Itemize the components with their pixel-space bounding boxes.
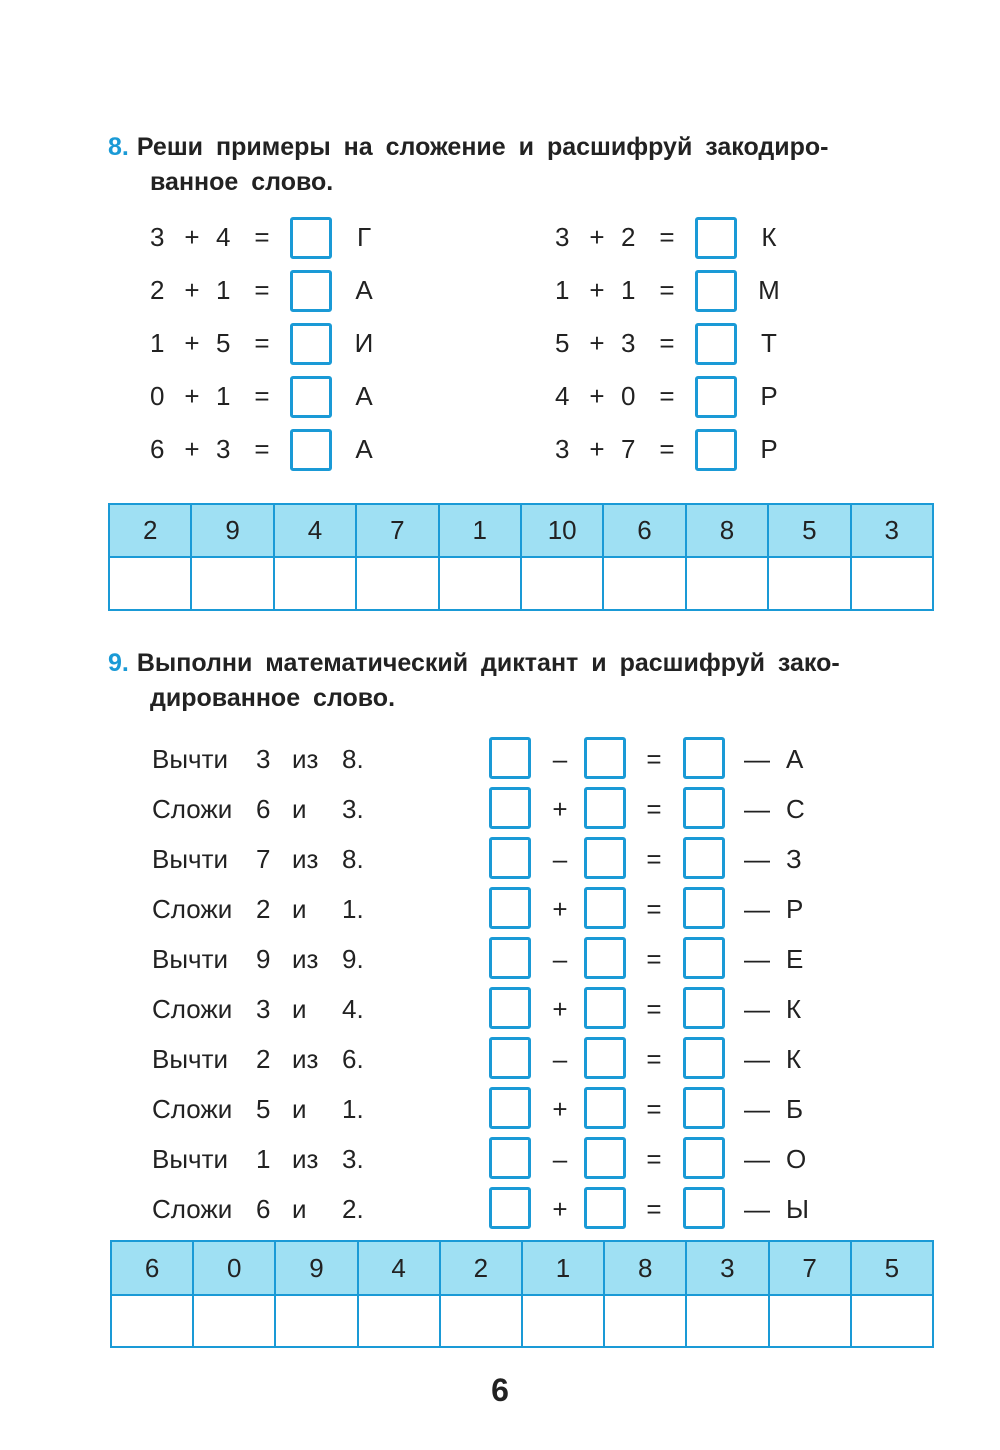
equals-sign: = — [646, 1144, 662, 1174]
answer-letter-cell[interactable] — [274, 557, 356, 610]
equation-row — [555, 429, 795, 469]
dash: — — [744, 1044, 770, 1074]
result-box[interactable] — [683, 787, 725, 829]
code-letter: Ы — [786, 1194, 810, 1224]
operation-sign: – — [552, 1144, 568, 1174]
instruction-verb: Сложи — [152, 1094, 233, 1124]
equals-sign: = — [646, 794, 662, 824]
answer-letter-cell[interactable] — [604, 1295, 686, 1347]
first-number-box[interactable] — [489, 1187, 531, 1229]
first-number-box[interactable] — [489, 837, 531, 879]
operand-a: 1 — [150, 328, 165, 358]
equation-row — [150, 217, 390, 257]
result-box[interactable] — [683, 837, 725, 879]
dash: — — [744, 744, 770, 774]
answer-box[interactable] — [290, 376, 332, 418]
plus-sign: + — [589, 222, 605, 252]
equals-sign: = — [646, 894, 662, 924]
dictation-row — [152, 1037, 852, 1081]
second-number-box[interactable] — [584, 1037, 626, 1079]
dash: — — [744, 844, 770, 874]
dictation-row — [152, 837, 852, 881]
number-y: 4. — [342, 994, 364, 1024]
equals-sign: = — [646, 944, 662, 974]
code-letter: А — [355, 275, 373, 305]
answer-letter-cell[interactable] — [109, 557, 191, 610]
answer-letter-cell[interactable] — [191, 557, 273, 610]
answer-letter-cell[interactable] — [356, 557, 438, 610]
plus-sign: + — [184, 275, 200, 305]
operand-b: 3 — [216, 434, 231, 464]
operand-a: 4 — [555, 381, 570, 411]
first-number-box[interactable] — [489, 937, 531, 979]
operation-sign: + — [552, 894, 568, 924]
code-number-cell: 2 — [109, 504, 191, 557]
dash: — — [744, 794, 770, 824]
instruction-verb: Сложи — [152, 1194, 233, 1224]
code-number-cell: 10 — [521, 504, 603, 557]
answer-box[interactable] — [695, 270, 737, 312]
answer-letter-cell[interactable] — [686, 1295, 768, 1347]
code-number-cell: 1 — [522, 1241, 604, 1295]
equals-sign: = — [659, 434, 675, 464]
result-box[interactable] — [683, 987, 725, 1029]
second-number-box[interactable] — [584, 837, 626, 879]
plus-sign: + — [589, 381, 605, 411]
answer-letter-cell[interactable] — [769, 1295, 851, 1347]
plus-sign: + — [184, 328, 200, 358]
dash: — — [744, 994, 770, 1024]
code-letter: К — [786, 994, 802, 1024]
answer-box[interactable] — [695, 376, 737, 418]
operation-sign: – — [552, 944, 568, 974]
dictation-row — [152, 1087, 852, 1131]
number-y: 9. — [342, 944, 364, 974]
code-number-cell: 5 — [768, 504, 850, 557]
second-number-box[interactable] — [584, 1087, 626, 1129]
number-y: 8. — [342, 844, 364, 874]
code-letter: М — [758, 275, 780, 305]
number-x: 5 — [256, 1094, 271, 1124]
instruction-conjunction: из — [292, 744, 319, 774]
code-number-cell: 3 — [851, 504, 933, 557]
dictation-row — [152, 887, 852, 931]
equation-row — [555, 217, 795, 257]
code-letter: Р — [760, 381, 778, 411]
operand-b: 1 — [621, 275, 636, 305]
answer-letter-cell[interactable] — [440, 1295, 522, 1347]
operand-b: 4 — [216, 222, 231, 252]
first-number-box[interactable] — [489, 1087, 531, 1129]
code-number-cell: 6 — [603, 504, 685, 557]
code-number-cell: 4 — [274, 504, 356, 557]
equation-row — [150, 323, 390, 363]
answer-letter-cell[interactable] — [439, 557, 521, 610]
code-letter: А — [355, 381, 373, 411]
dictation-row — [152, 1187, 852, 1231]
answer-letter-cell[interactable] — [193, 1295, 275, 1347]
second-number-box[interactable] — [584, 737, 626, 779]
second-number-box[interactable] — [584, 1187, 626, 1229]
code-number-cell: 9 — [275, 1241, 357, 1295]
answer-letter-cell[interactable] — [603, 557, 685, 610]
instruction-conjunction: и — [292, 1194, 307, 1224]
task-9-code-table — [110, 1240, 934, 1348]
equals-sign: = — [646, 744, 662, 774]
code-letter: К — [786, 1044, 802, 1074]
answer-box[interactable] — [290, 270, 332, 312]
operation-sign: – — [552, 1044, 568, 1074]
number-x: 9 — [256, 944, 271, 974]
operand-a: 1 — [555, 275, 570, 305]
instruction-verb: Вычти — [152, 1044, 229, 1074]
code-letter: Е — [786, 944, 804, 974]
equals-sign: = — [254, 381, 270, 411]
second-number-box[interactable] — [584, 987, 626, 1029]
number-x: 6 — [256, 794, 271, 824]
instruction-conjunction: и — [292, 894, 307, 924]
result-box[interactable] — [683, 1137, 725, 1179]
number-y: 2. — [342, 1194, 364, 1224]
first-number-box[interactable] — [489, 1137, 531, 1179]
result-box[interactable] — [683, 1187, 725, 1229]
equation-row — [555, 376, 795, 416]
code-number-cell: 6 — [111, 1241, 193, 1295]
second-number-box[interactable] — [584, 787, 626, 829]
code-letter: О — [786, 1144, 807, 1174]
first-number-box[interactable] — [489, 737, 531, 779]
code-letter: С — [786, 794, 805, 824]
equals-sign: = — [659, 275, 675, 305]
code-number-cell: 2 — [440, 1241, 522, 1295]
task-9-number: 9. — [108, 649, 129, 677]
result-box[interactable] — [683, 737, 725, 779]
task-8-title-line1: Реши примеры на сложение и расшифруй закодиро- — [136, 133, 829, 161]
dash: — — [744, 1144, 770, 1174]
operand-a: 0 — [150, 381, 165, 411]
operand-a: 5 — [555, 328, 570, 358]
code-number-cell: 4 — [358, 1241, 440, 1295]
operand-b: 0 — [621, 381, 636, 411]
equation-row — [555, 270, 795, 310]
code-letter: И — [354, 328, 374, 358]
operation-sign: + — [552, 1094, 568, 1124]
code-letter: З — [786, 844, 802, 874]
code-letter: Г — [356, 222, 372, 252]
code-letter: Б — [786, 1094, 804, 1124]
equals-sign: = — [646, 994, 662, 1024]
instruction-verb: Сложи — [152, 794, 233, 824]
number-x: 2 — [256, 894, 271, 924]
task-8-code-answers-row — [109, 557, 933, 610]
plus-sign: + — [184, 222, 200, 252]
operand-a: 3 — [555, 434, 570, 464]
dash: — — [744, 1094, 770, 1124]
answer-letter-cell[interactable] — [768, 557, 850, 610]
number-x: 3 — [256, 744, 271, 774]
code-letter: Р — [760, 434, 778, 464]
task-9-code-answers-row — [111, 1295, 933, 1347]
second-number-box[interactable] — [584, 1137, 626, 1179]
number-x: 3 — [256, 994, 271, 1024]
dictation-row — [152, 1137, 852, 1181]
operation-sign: – — [552, 744, 568, 774]
operand-a: 6 — [150, 434, 165, 464]
number-y: 6. — [342, 1044, 364, 1074]
number-x: 1 — [256, 1144, 271, 1174]
operand-b: 7 — [621, 434, 636, 464]
code-number-cell: 7 — [356, 504, 438, 557]
equals-sign: = — [646, 844, 662, 874]
operand-b: 2 — [621, 222, 636, 252]
task-9-title — [108, 646, 938, 716]
equals-sign: = — [646, 1094, 662, 1124]
number-y: 1. — [342, 894, 364, 924]
number-y: 1. — [342, 1094, 364, 1124]
code-letter: Т — [761, 328, 777, 358]
instruction-verb: Сложи — [152, 894, 233, 924]
operation-sign: + — [552, 994, 568, 1024]
number-y: 8. — [342, 744, 364, 774]
code-letter: К — [761, 222, 777, 252]
instruction-conjunction: и — [292, 994, 307, 1024]
code-number-cell: 5 — [851, 1241, 933, 1295]
answer-box[interactable] — [290, 217, 332, 259]
answer-box[interactable] — [695, 323, 737, 365]
dictation-row — [152, 937, 852, 981]
equals-sign: = — [254, 275, 270, 305]
code-letter: Р — [786, 894, 804, 924]
operand-b: 5 — [216, 328, 231, 358]
first-number-box[interactable] — [489, 787, 531, 829]
instruction-conjunction: из — [292, 1144, 319, 1174]
instruction-verb: Вычти — [152, 744, 229, 774]
operation-sign: + — [552, 794, 568, 824]
operation-sign: + — [552, 1194, 568, 1224]
instruction-conjunction: из — [292, 1044, 319, 1074]
equals-sign: = — [254, 434, 270, 464]
equation-row — [555, 323, 795, 363]
code-number-cell: 3 — [686, 1241, 768, 1295]
equals-sign: = — [659, 328, 675, 358]
task-9-title-line1: Выполни математический диктант и расшифруй зако- — [136, 649, 840, 677]
page-number: 6 — [491, 1372, 509, 1408]
answer-letter-cell[interactable] — [358, 1295, 440, 1347]
code-letter: А — [355, 434, 373, 464]
equation-row — [150, 429, 390, 469]
instruction-verb: Вычти — [152, 944, 229, 974]
first-number-box[interactable] — [489, 887, 531, 929]
dash: — — [744, 1194, 770, 1224]
answer-letter-cell[interactable] — [111, 1295, 193, 1347]
number-y: 3. — [342, 1144, 364, 1174]
plus-sign: + — [589, 328, 605, 358]
answer-letter-cell[interactable] — [521, 557, 603, 610]
dash: — — [744, 894, 770, 924]
task-8-number: 8. — [108, 133, 129, 161]
operand-b: 1 — [216, 275, 231, 305]
instruction-conjunction: и — [292, 1094, 307, 1124]
result-box[interactable] — [683, 887, 725, 929]
code-letter: А — [786, 744, 804, 774]
dictation-row — [152, 987, 852, 1031]
plus-sign: + — [589, 434, 605, 464]
equation-row — [150, 270, 390, 310]
code-number-cell: 7 — [769, 1241, 851, 1295]
code-number-cell: 0 — [193, 1241, 275, 1295]
code-number-cell: 1 — [439, 504, 521, 557]
answer-box[interactable] — [290, 323, 332, 365]
code-number-cell: 8 — [686, 504, 768, 557]
code-number-cell: 9 — [191, 504, 273, 557]
operand-a: 3 — [150, 222, 165, 252]
second-number-box[interactable] — [584, 887, 626, 929]
instruction-conjunction: из — [292, 944, 319, 974]
number-x: 6 — [256, 1194, 271, 1224]
instruction-verb: Сложи — [152, 994, 233, 1024]
equation-row — [150, 376, 390, 416]
number-x: 7 — [256, 844, 271, 874]
answer-letter-cell[interactable] — [686, 557, 768, 610]
answer-letter-cell[interactable] — [851, 1295, 933, 1347]
answer-box[interactable] — [290, 429, 332, 471]
number-y: 3. — [342, 794, 364, 824]
task-8-code-numbers-row — [109, 504, 933, 557]
instruction-conjunction: из — [292, 844, 319, 874]
result-box[interactable] — [683, 1037, 725, 1079]
equals-sign: = — [646, 1044, 662, 1074]
dash: — — [744, 944, 770, 974]
answer-letter-cell[interactable] — [851, 557, 933, 610]
first-number-box[interactable] — [489, 987, 531, 1029]
equals-sign: = — [254, 222, 270, 252]
answer-letter-cell[interactable] — [275, 1295, 357, 1347]
plus-sign: + — [589, 275, 605, 305]
result-box[interactable] — [683, 937, 725, 979]
code-number-cell: 8 — [604, 1241, 686, 1295]
number-x: 2 — [256, 1044, 271, 1074]
equals-sign: = — [659, 222, 675, 252]
operation-sign: – — [552, 844, 568, 874]
dictation-row — [152, 737, 852, 781]
answer-box[interactable] — [695, 217, 737, 259]
equals-sign: = — [659, 381, 675, 411]
instruction-verb: Вычти — [152, 1144, 229, 1174]
answer-letter-cell[interactable] — [522, 1295, 604, 1347]
operand-a: 2 — [150, 275, 165, 305]
task-8-title-line2: ванное слово. — [150, 168, 334, 196]
equals-sign: = — [646, 1194, 662, 1224]
task-9-title-line2: дированное слово. — [150, 684, 396, 712]
answer-box[interactable] — [695, 429, 737, 471]
instruction-conjunction: и — [292, 794, 307, 824]
task-8-title — [108, 130, 938, 200]
operand-b: 1 — [216, 381, 231, 411]
equals-sign: = — [254, 328, 270, 358]
task-8-code-table — [108, 503, 934, 611]
plus-sign: + — [184, 434, 200, 464]
instruction-verb: Вычти — [152, 844, 229, 874]
task-9-code-numbers-row — [111, 1241, 933, 1295]
operand-b: 3 — [621, 328, 636, 358]
result-box[interactable] — [683, 1087, 725, 1129]
operand-a: 3 — [555, 222, 570, 252]
plus-sign: + — [184, 381, 200, 411]
first-number-box[interactable] — [489, 1037, 531, 1079]
dictation-row — [152, 787, 852, 831]
second-number-box[interactable] — [584, 937, 626, 979]
